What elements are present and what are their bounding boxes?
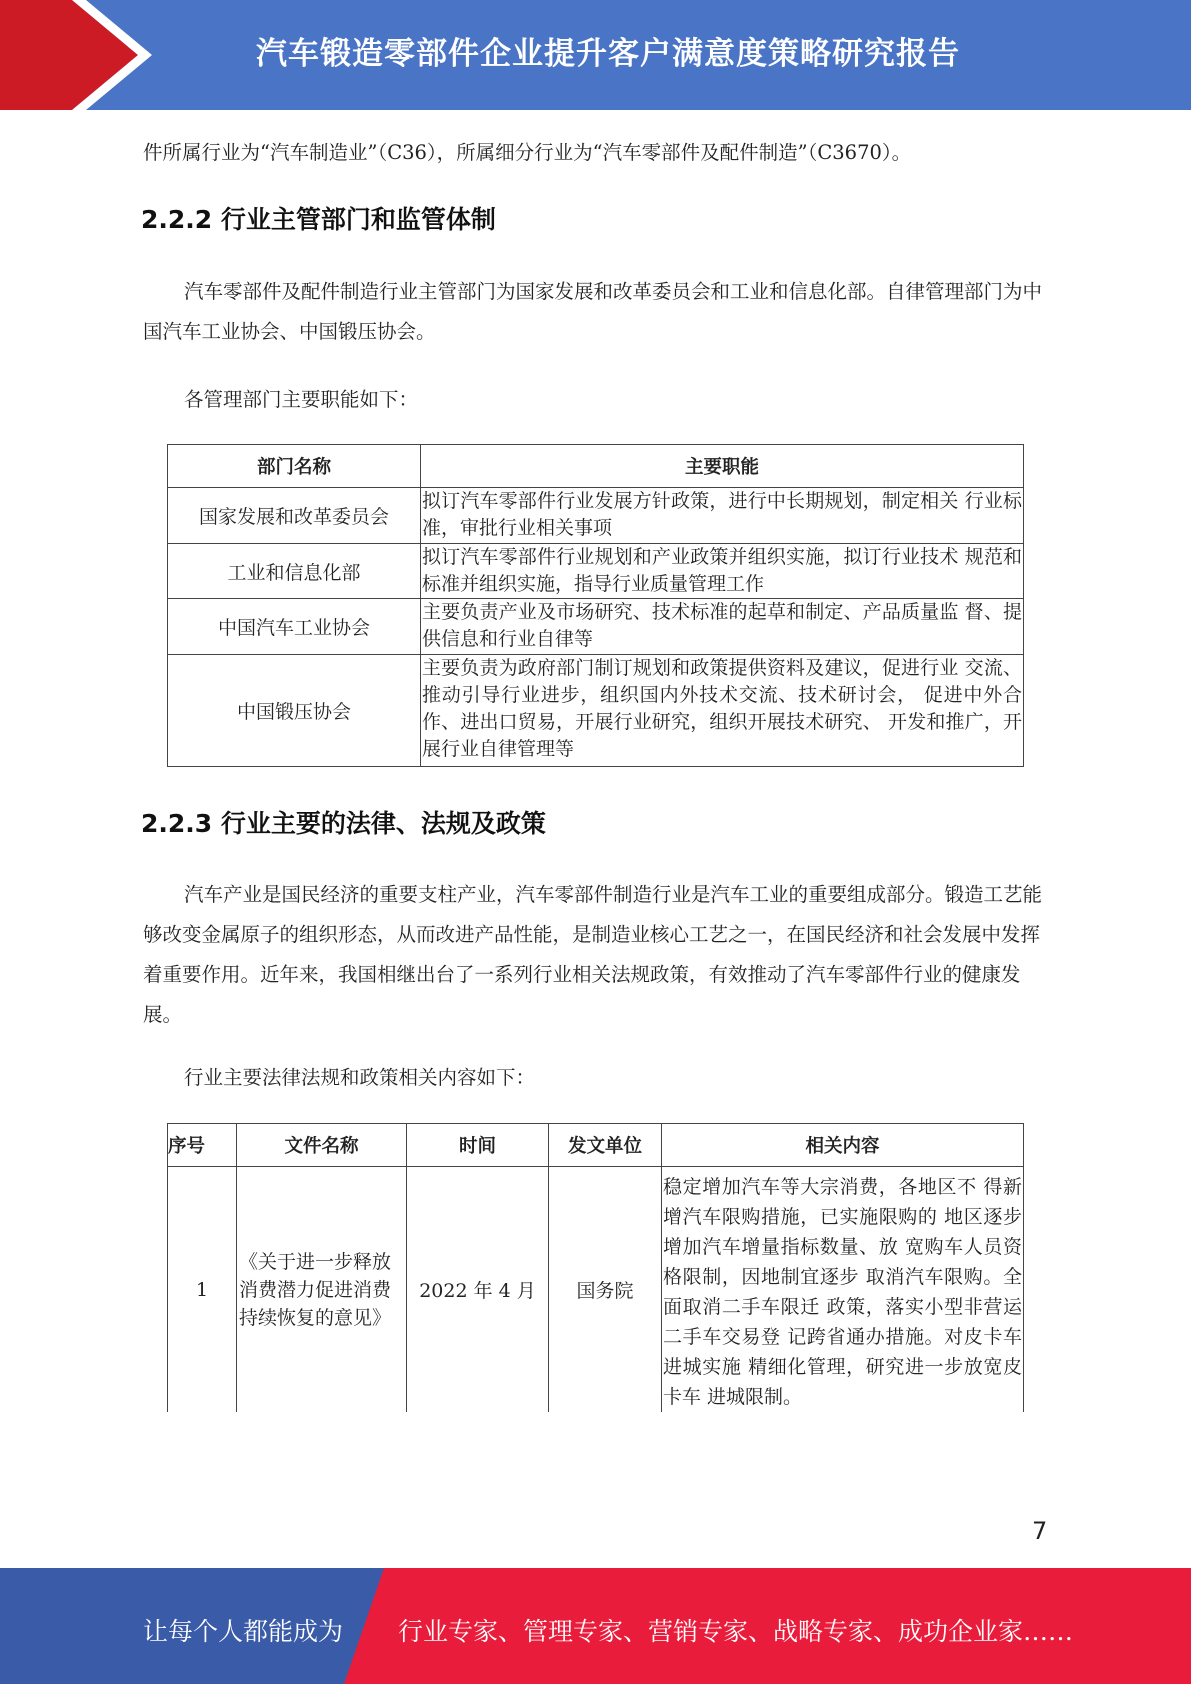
- column-header-no: 序号: [168, 1124, 237, 1167]
- page-header: [0, 0, 1191, 110]
- table-row: [168, 655, 1024, 767]
- column-header-content: 相关内容: [662, 1124, 1024, 1167]
- table-header-row: [168, 445, 1024, 488]
- section-223-table-intro: 行业主要法律法规和政策相关内容如下：: [184, 1066, 536, 1089]
- table-row: [168, 544, 1024, 599]
- dept-name: 工业和信息化部: [168, 544, 421, 599]
- column-header-issuer: 发文单位: [549, 1124, 662, 1167]
- section-heading-222: 2.2.2 行业主管部门和监管体制: [141, 205, 496, 234]
- dept-name: 中国汽车工业协会: [168, 599, 421, 655]
- dept-function: 主要负责为政府部门制订规划和政策提供资料及建议，促进行业 交流、推动引导行业进步，组织国内外技术交流、技术研讨会， 促进中外合作、进出口贸易，开展行业研究，组织开展技术研究、 开发和推广，开展行业自律管理等: [421, 655, 1024, 767]
- table-row: [168, 1167, 1024, 1413]
- report-title: 汽车锻造零部件企业提升客户满意度策略研究报告: [256, 36, 960, 72]
- document-name: 《关于进一步释放消费潜力促进消费持续恢复的意见》: [237, 1167, 407, 1413]
- section-heading-223: 2.2.3 行业主要的法律、法规及政策: [141, 809, 546, 838]
- department-table: [167, 444, 1024, 767]
- row-number: 1: [168, 1167, 237, 1413]
- table-row: [168, 599, 1024, 655]
- dept-name: 国家发展和改革委员会: [168, 488, 421, 544]
- dept-name: 中国锻压协会: [168, 655, 421, 767]
- table-header-row: [168, 1124, 1024, 1167]
- column-header-doc-name: 文件名称: [237, 1124, 407, 1167]
- footer-slogan-right: 行业专家、管理专家、营销专家、战略专家、成功企业家……: [398, 1617, 1074, 1646]
- column-header-date: 时间: [407, 1124, 549, 1167]
- dept-function: 拟订汽车零部件行业规划和产业政策并组织实施，拟订行业技术 规范和标准并组织实施，指导行业质量管理工作: [421, 544, 1024, 599]
- issuing-unit: 国务院: [549, 1167, 662, 1413]
- column-header-dept: 部门名称: [168, 445, 421, 488]
- issue-date: 2022 年 4 月: [407, 1167, 549, 1413]
- table-row: [168, 488, 1024, 544]
- page-number: 7: [1032, 1517, 1048, 1545]
- dept-function: 主要负责产业及市场研究、技术标准的起草和制定、产品质量监 督、提供信息和行业自律等: [421, 599, 1024, 655]
- section-222-table-intro: 各管理部门主要职能如下：: [184, 388, 419, 411]
- policy-table: [167, 1123, 1024, 1412]
- related-content: 稳定增加汽车等大宗消费，各地区不 得新增汽车限购措施，已实施限购的 地区逐步增加汽车增量指标数量、放 宽购车人员资格限制，因地制宜逐步 取消汽车限购。全面取消二手车限迁 政策，落实小型非营运二手车交易登 记跨省通办措施。对皮卡车进城实施 精细化管理，研究进一步放宽皮卡车 进城限制。: [662, 1167, 1024, 1413]
- section-223-paragraph: 汽车产业是国民经济的重要支柱产业，汽车零部件制造行业是汽车工业的重要组成部分。锻造工艺能够改变金属原子的组织形态，从而改进产品性能，是制造业核心工艺之一，在国民经济和社会发展中发挥着重要作用。近年来，我国相继出台了一系列行业相关法规政策，有效推动了汽车零部件行业的健康发展。: [143, 883, 1043, 1026]
- footer-slogan-left: 让每个人都能成为: [143, 1617, 344, 1646]
- page-footer: [0, 1568, 1191, 1684]
- column-header-function: 主要职能: [421, 445, 1024, 488]
- section-222-paragraph: 汽车零部件及配件制造行业主管部门为国家发展和改革委员会和工业和信息化部。自律管理部门为中国汽车工业协会、中国锻压协会。: [143, 280, 1043, 343]
- dept-function: 拟订汽车零部件行业发展方针政策，进行中长期规划，制定相关 行业标准，审批行业相关事项: [421, 488, 1024, 544]
- intro-line: 件所属行业为“汽车制造业”（C36），所属细分行业为“汽车零部件及配件制造”（C3670）。: [143, 141, 912, 164]
